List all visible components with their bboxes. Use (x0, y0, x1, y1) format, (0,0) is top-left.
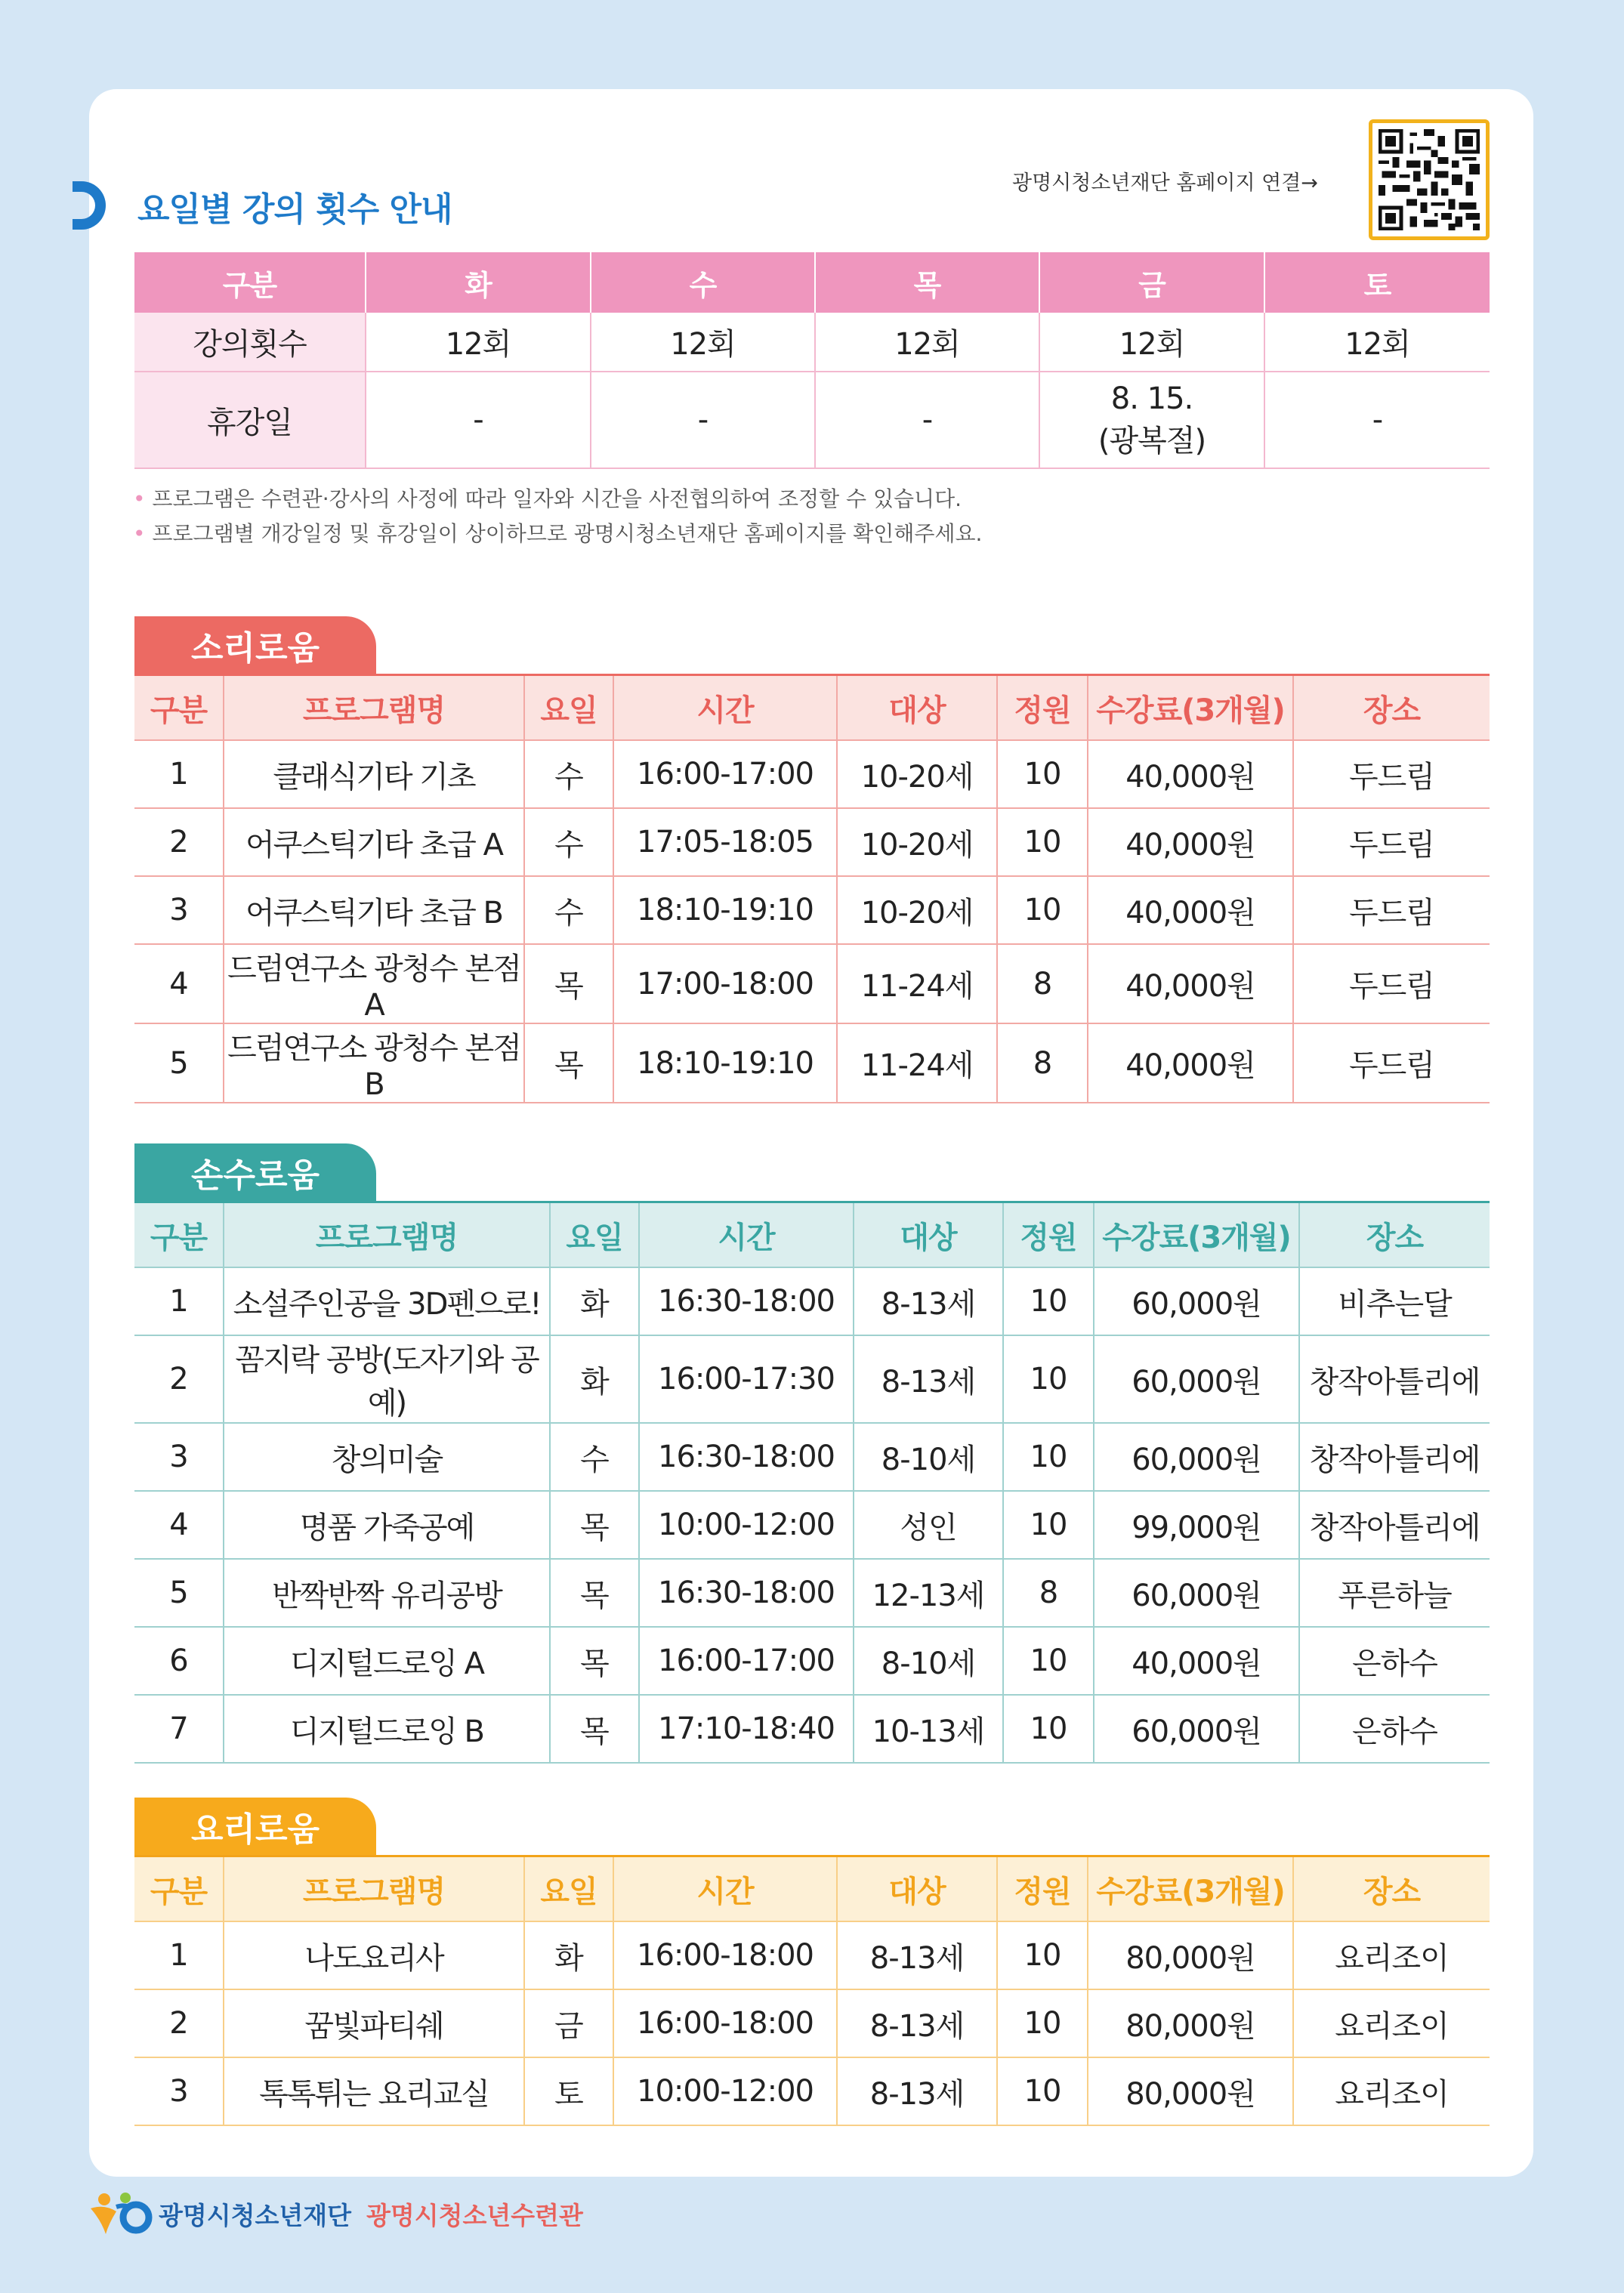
capacity: 10 (997, 876, 1088, 944)
fee: 40,000원 (1088, 944, 1293, 1023)
weekday: 목 (550, 1559, 639, 1627)
location: 요리조이 (1293, 1989, 1490, 2057)
header-cell: 요일 (524, 1856, 613, 1922)
row-label: 휴강일 (134, 372, 366, 468)
location: 두드림 (1293, 808, 1490, 876)
row-label: 강의횟수 (134, 313, 366, 372)
program-name: 톡톡튀는 요리교실 (224, 2057, 524, 2125)
capacity: 8 (997, 1023, 1088, 1103)
time: 17:05-18:05 (613, 808, 837, 876)
row-number: 3 (134, 1423, 224, 1491)
target-age: 10-20세 (837, 808, 997, 876)
row-number: 2 (134, 1989, 224, 2057)
bullet-icon: • (133, 486, 146, 511)
header-cell: 대상 (854, 1202, 1003, 1268)
header-cell: 구분 (134, 1856, 224, 1922)
target-age: 8-13세 (854, 1267, 1003, 1335)
foundation-logo-icon (86, 2190, 153, 2237)
fee: 80,000원 (1088, 2057, 1293, 2125)
location: 창작아틀리에 (1299, 1491, 1490, 1559)
footer-org2: 광명시청소년수련관 (366, 2200, 583, 2230)
header-cell: 수 (591, 252, 815, 313)
target-age: 8-13세 (837, 2057, 997, 2125)
table-row (134, 313, 1490, 372)
table-cell: 12회 (1039, 313, 1264, 372)
capacity: 10 (997, 2057, 1088, 2125)
header-cell: 목 (815, 252, 1039, 313)
capacity: 8 (1003, 1559, 1094, 1627)
table-row (134, 2057, 1490, 2125)
table-cell: 12회 (815, 313, 1039, 372)
fee: 60,000원 (1094, 1267, 1299, 1335)
location: 은하수 (1299, 1627, 1490, 1695)
target-age: 10-13세 (854, 1695, 1003, 1763)
note-item (133, 517, 982, 551)
weekday: 수 (524, 808, 613, 876)
notes (133, 482, 982, 551)
location: 두드림 (1293, 944, 1490, 1023)
location: 두드림 (1293, 876, 1490, 944)
weekday: 목 (550, 1491, 639, 1559)
time: 16:30-18:00 (639, 1559, 854, 1627)
ring-bullet-icon (73, 181, 106, 230)
table-row (134, 1559, 1490, 1627)
target-age: 10-20세 (837, 740, 997, 808)
capacity: 10 (997, 1989, 1088, 2057)
time: 16:00-17:00 (639, 1627, 854, 1695)
location: 창작아틀리에 (1299, 1335, 1490, 1423)
row-number: 4 (134, 1491, 224, 1559)
program-name: 창의미술 (224, 1423, 550, 1491)
program-name: 디지털드로잉 B (224, 1695, 550, 1763)
schedule-title: 요일별 강의 횟수 안내 (137, 190, 452, 229)
footer (86, 2190, 583, 2237)
target-age: 8-13세 (854, 1335, 1003, 1423)
time: 16:00-18:00 (613, 1989, 837, 2057)
fee: 80,000원 (1088, 1989, 1293, 2057)
program-name: 디지털드로잉 A (224, 1627, 550, 1695)
header-cell: 요일 (550, 1202, 639, 1268)
bullet-icon: • (133, 521, 146, 546)
table-cell: 12회 (591, 313, 815, 372)
weekday: 화 (524, 1921, 613, 1989)
fee: 60,000원 (1094, 1559, 1299, 1627)
program-name: 꿈빛파티쉐 (224, 1989, 524, 2057)
sonsurom-table (134, 1201, 1490, 1764)
header-cell: 구분 (134, 1202, 224, 1268)
program-name: 꼼지락 공방(도자기와 공예) (224, 1335, 550, 1423)
weekday: 금 (524, 1989, 613, 2057)
row-number: 4 (134, 944, 224, 1023)
capacity: 8 (997, 944, 1088, 1023)
capacity: 10 (997, 1921, 1088, 1989)
target-age: 8-13세 (837, 1989, 997, 2057)
time: 16:00-17:00 (613, 740, 837, 808)
fee: 40,000원 (1088, 808, 1293, 876)
capacity: 10 (1003, 1267, 1094, 1335)
fee: 60,000원 (1094, 1335, 1299, 1423)
program-name: 어쿠스틱기타 초급 B (224, 876, 524, 944)
program-name: 드럼연구소 광청수 본점A (224, 944, 524, 1023)
location: 요리조이 (1293, 1921, 1490, 1989)
table-row (134, 1695, 1490, 1763)
table-row (134, 944, 1490, 1023)
header-cell: 화 (366, 252, 591, 313)
header-cell: 정원 (1003, 1202, 1094, 1268)
header-row (134, 1856, 1490, 1922)
header-cell: 토 (1264, 252, 1490, 313)
weekday: 목 (524, 1023, 613, 1103)
table-row (134, 372, 1490, 468)
weekday: 토 (524, 2057, 613, 2125)
table-row (134, 1491, 1490, 1559)
target-age: 10-20세 (837, 876, 997, 944)
row-number: 1 (134, 740, 224, 808)
capacity: 10 (1003, 1627, 1094, 1695)
row-number: 1 (134, 1267, 224, 1335)
yorirom-tab: 요리로움 (134, 1798, 376, 1855)
table-cell: - (815, 372, 1039, 468)
note-text: 프로그램별 개강일정 및 휴강일이 상이하므로 광명시청소년재단 홈페이지를 확인해주세요. (152, 521, 983, 546)
sorirom-tab: 소리로움 (134, 616, 376, 674)
row-number: 3 (134, 2057, 224, 2125)
header-cell: 대상 (837, 675, 997, 741)
capacity: 10 (1003, 1695, 1094, 1763)
header-cell: 대상 (837, 1856, 997, 1922)
location: 두드림 (1293, 1023, 1490, 1103)
capacity: 10 (997, 740, 1088, 808)
program-name: 소설주인공을 3D펜으로! (224, 1267, 550, 1335)
table-row (134, 876, 1490, 944)
header-cell: 구분 (134, 252, 366, 313)
target-age: 8-13세 (837, 1921, 997, 1989)
table-row (134, 1921, 1490, 1989)
fee: 40,000원 (1088, 1023, 1293, 1103)
fee: 40,000원 (1094, 1627, 1299, 1695)
weekday: 수 (550, 1423, 639, 1491)
holiday-date: 8. 15. (1110, 381, 1193, 416)
target-age: 8-10세 (854, 1423, 1003, 1491)
header-cell: 시간 (613, 675, 837, 741)
target-age: 12-13세 (854, 1559, 1003, 1627)
target-age: 8-10세 (854, 1627, 1003, 1695)
capacity: 10 (1003, 1423, 1094, 1491)
header-cell: 프로그램명 (224, 675, 524, 741)
table-row (134, 1989, 1490, 2057)
table-cell (1039, 372, 1264, 468)
row-number: 1 (134, 1921, 224, 1989)
header-cell: 시간 (639, 1202, 854, 1268)
header-cell: 장소 (1293, 1856, 1490, 1922)
time: 18:10-19:10 (613, 876, 837, 944)
fee: 80,000원 (1088, 1921, 1293, 1989)
header-cell: 요일 (524, 675, 613, 741)
location: 푸른하늘 (1299, 1559, 1490, 1627)
note-item (133, 482, 982, 517)
header-cell: 수강료(3개월) (1088, 1856, 1293, 1922)
weekday: 목 (524, 944, 613, 1023)
time: 16:30-18:00 (639, 1423, 854, 1491)
row-number: 3 (134, 876, 224, 944)
weekday: 화 (550, 1267, 639, 1335)
program-name: 클래식기타 기초 (224, 740, 524, 808)
table-row (134, 1023, 1490, 1103)
time: 10:00-12:00 (613, 2057, 837, 2125)
table-row (134, 1627, 1490, 1695)
header-cell: 정원 (997, 675, 1088, 741)
header-cell: 수강료(3개월) (1094, 1202, 1299, 1268)
row-number: 6 (134, 1627, 224, 1695)
header-cell: 수강료(3개월) (1088, 675, 1293, 741)
schedule-section-header (89, 180, 452, 233)
time: 17:00-18:00 (613, 944, 837, 1023)
time: 18:10-19:10 (613, 1023, 837, 1103)
weekday: 화 (550, 1335, 639, 1423)
capacity: 10 (997, 808, 1088, 876)
weekday: 수 (524, 740, 613, 808)
target-age: 성인 (854, 1491, 1003, 1559)
row-number: 2 (134, 808, 224, 876)
sonsurom-tab: 손수로움 (134, 1143, 376, 1201)
fee: 99,000원 (1094, 1491, 1299, 1559)
table-row (134, 740, 1490, 808)
location: 비추는달 (1299, 1267, 1490, 1335)
location: 은하수 (1299, 1695, 1490, 1763)
target-age: 11-24세 (837, 1023, 997, 1103)
location: 두드림 (1293, 740, 1490, 808)
homepage-link[interactable]: 광명시청소년재단 홈페이지 연결→ (1012, 171, 1318, 195)
header-cell: 프로그램명 (224, 1202, 550, 1268)
weekday: 목 (550, 1695, 639, 1763)
table-row (134, 1267, 1490, 1335)
time: 16:00-18:00 (613, 1921, 837, 1989)
table-cell: 12회 (1264, 313, 1490, 372)
footer-org1: 광명시청소년재단 (159, 2200, 352, 2230)
header-cell: 장소 (1293, 675, 1490, 741)
weekday: 목 (550, 1627, 639, 1695)
location: 요리조이 (1293, 2057, 1490, 2125)
time: 17:10-18:40 (639, 1695, 854, 1763)
schedule-table (134, 252, 1490, 469)
table-cell: - (1264, 372, 1490, 468)
header-row (134, 1202, 1490, 1268)
fee: 40,000원 (1088, 876, 1293, 944)
table-cell: - (591, 372, 815, 468)
row-number: 7 (134, 1695, 224, 1763)
row-number: 2 (134, 1335, 224, 1423)
sorirom-table (134, 674, 1490, 1103)
header-cell: 장소 (1299, 1202, 1490, 1268)
table-cell: 12회 (366, 313, 591, 372)
time: 10:00-12:00 (639, 1491, 854, 1559)
program-name: 어쿠스틱기타 초급 A (224, 808, 524, 876)
row-number: 5 (134, 1023, 224, 1103)
schedule-header-row (134, 252, 1490, 313)
header-cell: 구분 (134, 675, 224, 741)
table-row (134, 1423, 1490, 1491)
weekday: 수 (524, 876, 613, 944)
table-row (134, 1335, 1490, 1423)
program-name: 명품 가죽공예 (224, 1491, 550, 1559)
header-cell: 정원 (997, 1856, 1088, 1922)
time: 16:00-17:30 (639, 1335, 854, 1423)
fee: 40,000원 (1088, 740, 1293, 808)
table-row (134, 808, 1490, 876)
capacity: 10 (1003, 1491, 1094, 1559)
program-name: 드럼연구소 광청수 본점B (224, 1023, 524, 1103)
location: 창작아틀리에 (1299, 1423, 1490, 1491)
header-row (134, 675, 1490, 741)
capacity: 10 (1003, 1335, 1094, 1423)
program-name: 반짝반짝 유리공방 (224, 1559, 550, 1627)
program-name: 나도요리사 (224, 1921, 524, 1989)
note-text: 프로그램은 수련관·강사의 사정에 따라 일자와 시간을 사전협의하여 조정할 수 있습니다. (152, 486, 962, 511)
header-cell: 시간 (613, 1856, 837, 1922)
header-cell: 금 (1039, 252, 1264, 313)
holiday-name: (광복절) (1098, 424, 1206, 458)
fee: 60,000원 (1094, 1695, 1299, 1763)
header-cell: 프로그램명 (224, 1856, 524, 1922)
yorirom-table (134, 1855, 1490, 2126)
table-cell: - (366, 372, 591, 468)
time: 16:30-18:00 (639, 1267, 854, 1335)
row-number: 5 (134, 1559, 224, 1627)
target-age: 11-24세 (837, 944, 997, 1023)
fee: 60,000원 (1094, 1423, 1299, 1491)
qr-code-icon[interactable] (1369, 119, 1490, 240)
